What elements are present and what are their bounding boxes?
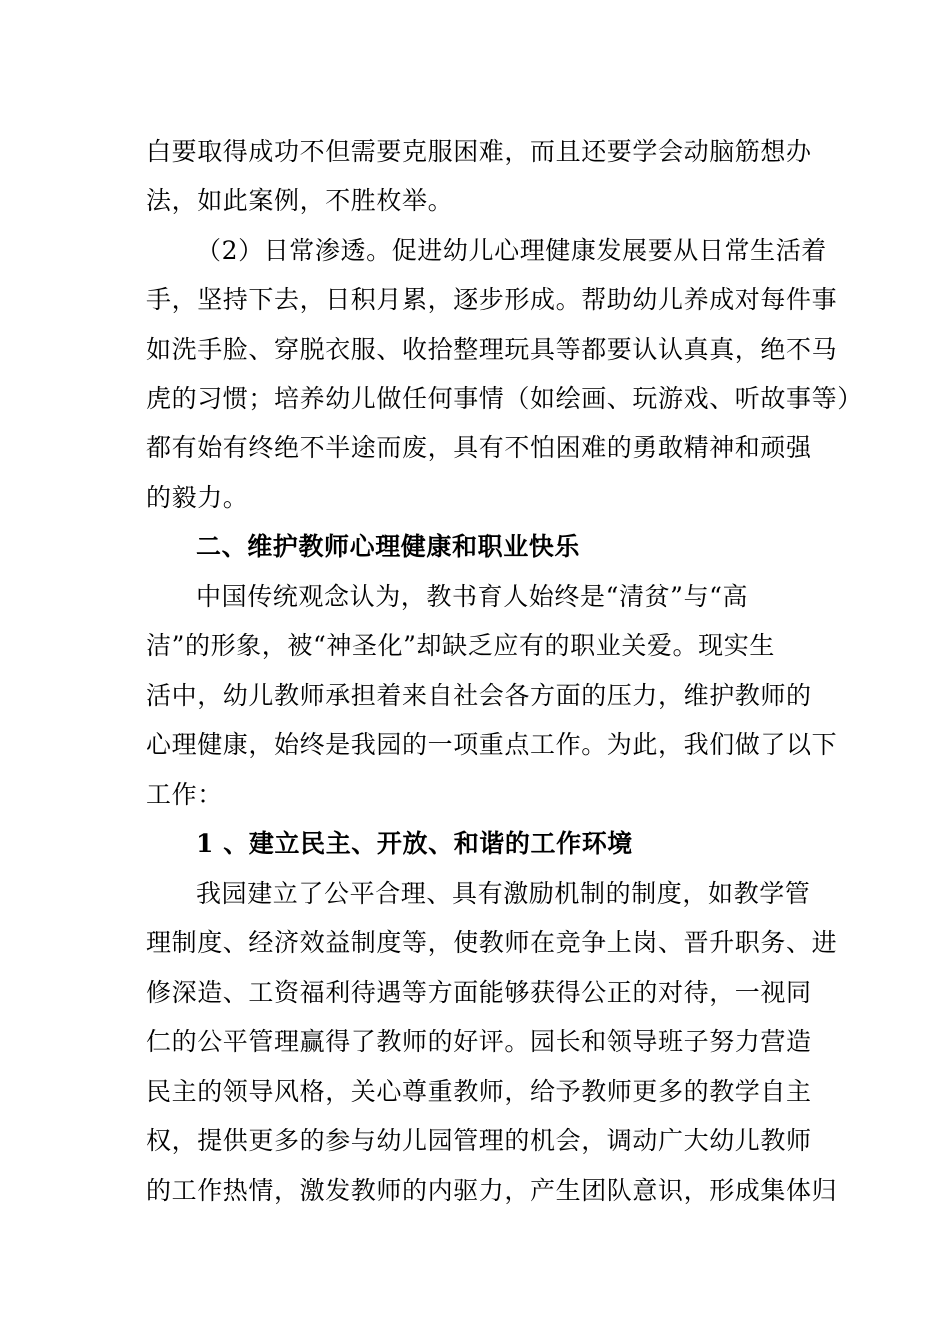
section-heading: 二、维护教师心理健康和职业快乐 (196, 532, 581, 561)
paragraph-4-line-5: 民主的领导风格，关心尊重教师，给予教师更多的教学自主 (146, 1077, 812, 1106)
paragraph-1-line-2: 法，如此案例，不胜枚举。 (146, 186, 454, 215)
paragraph-2-line-5: 都有始有终绝不半途而废，具有不怕困难的勇敢精神和顽强 (146, 433, 812, 462)
paragraph-3-line-2: 洁”的形象，被“神圣化”却缺乏应有的职业关爱。现实生 (146, 631, 775, 660)
paragraph-2-line-6: 的毅力。 (146, 483, 249, 512)
paragraph-4-line-4: 仁的公平管理赢得了教师的好评。园长和领导班子努力营造 (146, 1027, 812, 1056)
paragraph-4-line-3: 修深造、工资福利待遇等方面能够获得公正的对待，一视同 (146, 978, 812, 1007)
paragraph-2-line-2: 手，坚持下去，日积月累，逐步形成。帮助幼儿养成对每件事 (146, 285, 838, 314)
paragraph-3-line-1: 中国传统观念认为，教书育人始终是“清贫”与“高 (196, 582, 749, 611)
paragraph-4-line-6: 权，提供更多的参与幼儿园管理的机会，调动广大幼儿教师 (146, 1126, 812, 1155)
paragraph-2-line-3: 如洗手脸、穿脱衣服、收拾整理玩具等都要认认真真，绝不马 (146, 335, 838, 364)
paragraph-3-line-4: 心理健康，始终是我园的一项重点工作。为此，我们做了以下 (146, 730, 838, 759)
paragraph-1-line-1: 白要取得成功不但需要克服困难，而且还要学会动脑筋想办 (146, 137, 812, 166)
paragraph-3-line-3: 活中，幼儿教师承担着来自社会各方面的压力，维护教师的 (146, 681, 812, 710)
paragraph-2-line-4: 虎的习惯；培养幼儿做任何事情（如绘画、玩游戏、听故事等） (146, 384, 863, 413)
subsection-heading: 1 、建立民主、开放、和谐的工作环境 (196, 829, 633, 858)
paragraph-3-line-5: 工作： (146, 780, 223, 809)
paragraph-4-line-1: 我园建立了公平合理、具有激励机制的制度，如教学管 (196, 879, 811, 908)
paragraph-4-line-2: 理制度、经济效益制度等，使教师在竞争上岗、晋升职务、进 (146, 928, 838, 957)
paragraph-4-line-7: 的工作热情，激发教师的内驱力，产生团队意识，形成集体归 (146, 1176, 838, 1205)
paragraph-2-line-1: （2）日常渗透。促进幼儿心理健康发展要从日常生活着 (196, 236, 827, 265)
